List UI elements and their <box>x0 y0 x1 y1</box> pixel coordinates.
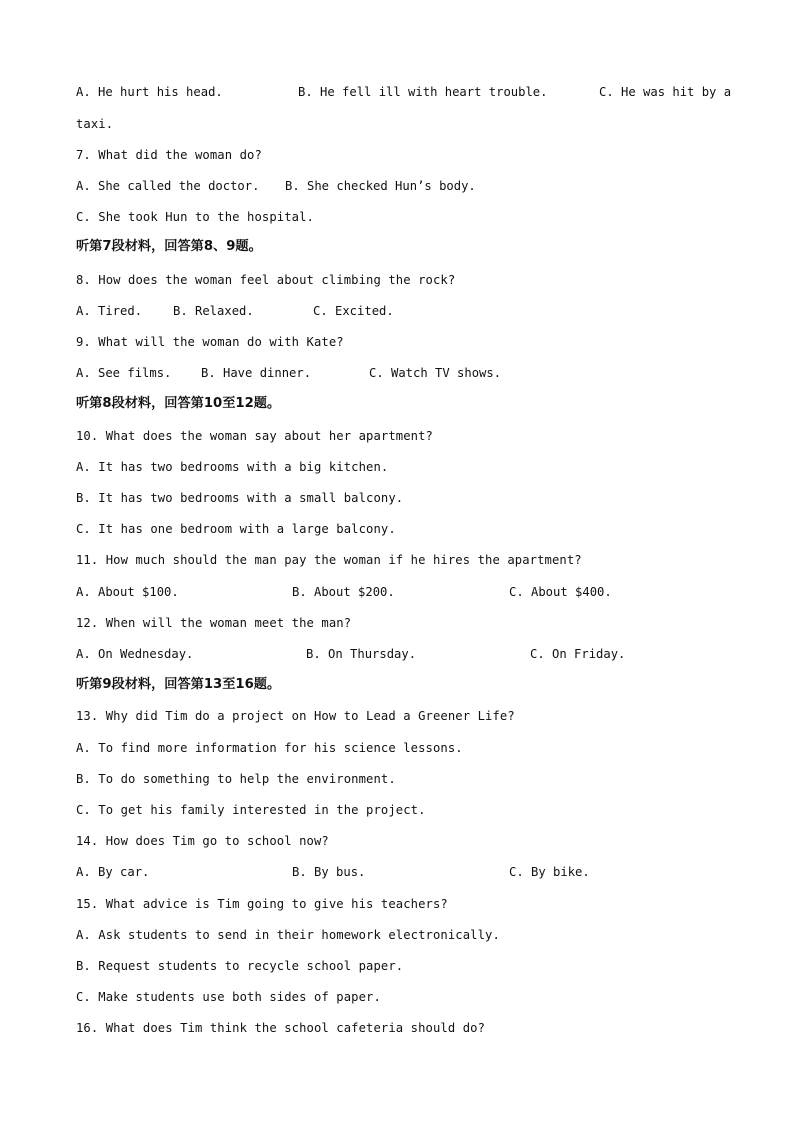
q6-option-b: B. He fell ill with heart trouble. <box>298 85 548 99</box>
q12-option-a: A. On Wednesday. <box>76 647 194 661</box>
q8-question: 8. How does the woman feel about climbing the rock? <box>76 273 456 287</box>
q9-question: 9. What will the woman do with Kate? <box>76 335 344 349</box>
q13-option-a: A. To find more information for his science lessons. <box>76 741 463 755</box>
section-7-heading: 听第7段材料，回答第8、9题。 <box>76 239 262 254</box>
q13-question: 13. Why did Tim do a project on How to Lead a Greener Life? <box>76 709 515 723</box>
q8-option-c: C. Excited. <box>313 304 394 318</box>
q6-option-a: A. He hurt his head. <box>76 85 223 99</box>
q13-option-b: B. To do something to help the environment. <box>76 772 396 786</box>
q7-option-b: B. She checked Hun’s body. <box>285 179 476 193</box>
q10-option-a: A. It has two bedrooms with a big kitchen. <box>76 460 389 474</box>
q15-option-c: C. Make students use both sides of paper. <box>76 990 381 1004</box>
q6-option-c-continued: taxi. <box>76 117 114 131</box>
q7-question: 7. What did the woman do? <box>76 148 262 162</box>
q14-question: 14. How does Tim go to school now? <box>76 834 329 848</box>
q7-option-a: A. She called the doctor. <box>76 179 260 193</box>
q10-option-b: B. It has two bedrooms with a small balcony. <box>76 491 404 505</box>
q9-option-c: C. Watch TV shows. <box>369 366 502 380</box>
q12-option-b: B. On Thursday. <box>306 647 417 661</box>
q12-question: 12. When will the woman meet the man? <box>76 616 352 630</box>
q7-option-c: C. She took Hun to the hospital. <box>76 210 314 224</box>
q14-option-a: A. By car. <box>76 865 150 879</box>
q14-option-b: B. By bus. <box>292 865 366 879</box>
q9-option-a: A. See films. <box>76 366 172 380</box>
q15-question: 15. What advice is Tim going to give his teachers? <box>76 897 448 911</box>
q11-option-b: B. About $200. <box>292 585 395 599</box>
q14-option-c: C. By bike. <box>509 865 590 879</box>
q16-question: 16. What does Tim think the school cafeteria should do? <box>76 1021 486 1035</box>
q10-option-c: C. It has one bedroom with a large balcony. <box>76 522 396 536</box>
q13-option-c: C. To get his family interested in the project. <box>76 803 426 817</box>
q8-option-b: B. Relaxed. <box>173 304 254 318</box>
q12-option-c: C. On Friday. <box>530 647 626 661</box>
q6-option-c: C. He was hit by a <box>599 85 732 99</box>
q11-question: 11. How much should the man pay the woman if he hires the apartment? <box>76 553 582 567</box>
q15-option-a: A. Ask students to send in their homework electronically. <box>76 928 500 942</box>
q15-option-b: B. Request students to recycle school paper. <box>76 959 404 973</box>
section-8-heading: 听第8段材料，回答第10至12题。 <box>76 396 281 411</box>
q11-option-a: A. About $100. <box>76 585 179 599</box>
q10-question: 10. What does the woman say about her apartment? <box>76 429 433 443</box>
q9-option-b: B. Have dinner. <box>201 366 312 380</box>
q8-option-a: A. Tired. <box>76 304 143 318</box>
section-9-heading: 听第9段材料，回答第13至16题。 <box>76 677 281 692</box>
q11-option-c: C. About $400. <box>509 585 612 599</box>
